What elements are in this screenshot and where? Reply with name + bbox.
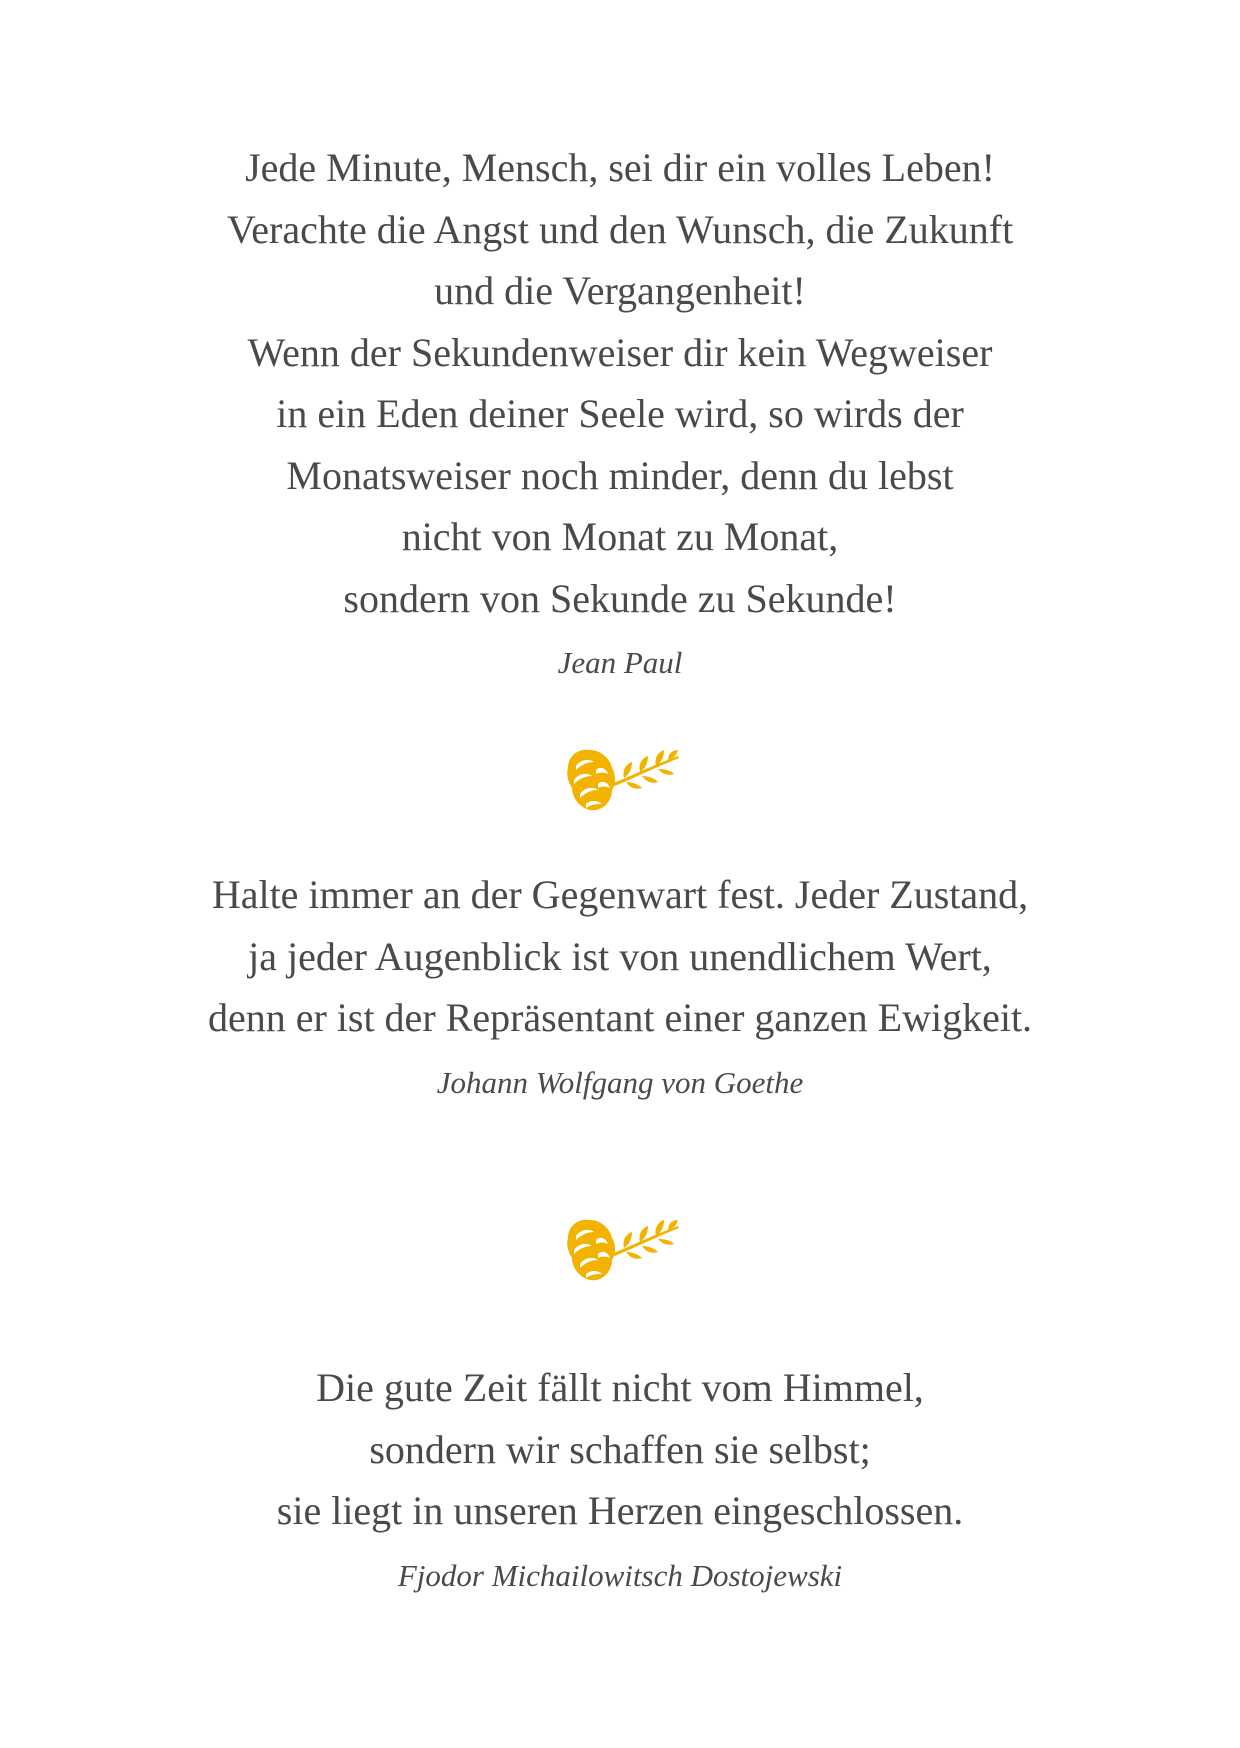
quote-author: Jean Paul bbox=[557, 645, 683, 680]
quote-block-jean-paul bbox=[0, 137, 1240, 681]
quote-line: Wenn der Sekundenweiser dir kein Wegweiser bbox=[247, 329, 993, 375]
flower-branch-icon bbox=[556, 740, 686, 820]
flower-branch-icon bbox=[556, 1210, 686, 1290]
quote-block-dostojewski bbox=[0, 1357, 1240, 1594]
quote-line: denn er ist der Repräsentant einer ganzen Ewigkeit. bbox=[207, 995, 1033, 1040]
quote-author: Johann Wolfgang von Goethe bbox=[436, 1064, 804, 1100]
quote-line: Die gute Zeit fällt nicht vom Himmel, bbox=[316, 1365, 924, 1410]
quote-line: Jede Minute, Mensch, sei dir ein volles Leben! bbox=[245, 145, 995, 190]
quote-line: sondern von Sekunde zu Sekunde! bbox=[343, 575, 897, 621]
quote-line: sie liegt in unseren Herzen eingeschlossen. bbox=[276, 1488, 964, 1533]
quote-line: und die Vergangenheit! bbox=[434, 268, 806, 313]
quote-line: in ein Eden deiner Seele wird, so wirds der bbox=[276, 391, 964, 436]
quote-text bbox=[0, 864, 1240, 1049]
quote-text bbox=[0, 137, 1240, 629]
quote-line: ja jeder Augenblick ist von unendlichem Wert, bbox=[248, 933, 992, 979]
quote-line: Monatsweiser noch minder, denn du lebst bbox=[286, 452, 954, 498]
quote-author: Fjodor Michailowitsch Dostojewski bbox=[397, 1557, 843, 1593]
quote-text bbox=[0, 1357, 1240, 1542]
quote-block-goethe bbox=[0, 864, 1240, 1101]
quote-line: Verachte die Angst und den Wunsch, die Zukunft bbox=[226, 206, 1014, 252]
quote-line: nicht von Monat zu Monat, bbox=[401, 514, 839, 559]
quote-line: sondern wir schaffen sie selbst; bbox=[369, 1426, 871, 1472]
quote-line: Halte immer an der Gegenwart fest. Jeder Zustand, bbox=[211, 872, 1029, 917]
